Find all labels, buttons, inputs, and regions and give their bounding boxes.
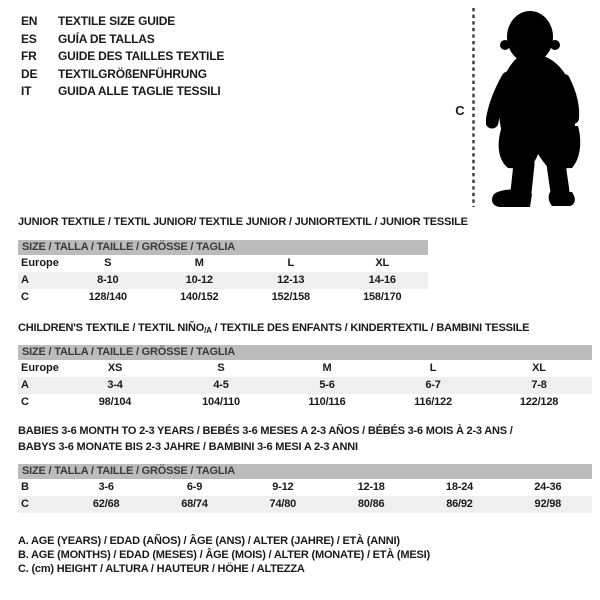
children-table-title (18, 322, 529, 334)
language-row-en (21, 13, 224, 31)
language-row-de (21, 66, 224, 84)
age-cell: 5-6 (319, 379, 335, 391)
age-cell: 7-8 (531, 379, 547, 391)
months-cell: 6-9 (186, 481, 203, 493)
size-header-bar: SIZE / TALLA / TAILLE / GRÖSSE / TAGLIA (18, 240, 428, 255)
age-cell: 10-12 (185, 274, 213, 286)
table-row-age (18, 377, 592, 394)
height-cell: 80/86 (357, 498, 385, 510)
height-cell: 128/140 (88, 291, 127, 303)
children-title-pre: CHILDREN'S TEXTILE / TEXTIL NIÑO (18, 322, 205, 334)
babies-title-line2: BABYS 3-6 MONATE BIS 2-3 JAHRE / BAMBINI 3-6 MESI A 2-3 ANNI (18, 440, 358, 453)
language-row-es (21, 31, 224, 49)
height-cell: 122/128 (519, 396, 559, 408)
height-cell: 152/158 (271, 291, 310, 303)
height-measure-dotted-line (471, 8, 476, 212)
size-cell: M (194, 257, 204, 269)
row-label: A (21, 274, 29, 286)
row-label: A (21, 379, 29, 391)
row-label: B (21, 481, 29, 493)
height-cell: 68/74 (181, 498, 208, 510)
language-row-fr (21, 48, 224, 66)
height-cell: 98/104 (98, 396, 132, 408)
age-cell: 14-16 (368, 274, 396, 286)
months-cell: 9-12 (272, 481, 294, 493)
table-row-height (18, 496, 592, 513)
language-label: GUIDE DES TAILLES TEXTILE (58, 49, 225, 63)
language-label: TEXTILGRÖßENFÜHRUNG (58, 66, 207, 81)
size-cell: XL (375, 257, 390, 269)
size-cell: L (429, 362, 437, 374)
language-code: IT (21, 84, 32, 98)
table-row-months (18, 479, 592, 496)
height-cell: 140/152 (180, 291, 219, 303)
table-row-height (18, 289, 428, 306)
table-row-age (18, 272, 428, 289)
size-header-bar: SIZE / TALLA / TAILLE / GRÖSSE / TAGLIA (18, 464, 592, 479)
babies-title-line1: BABIES 3-6 MONTH TO 2-3 YEARS / BEBÉS 3-6 MESES A 2-3 AÑOS / BÉBÉS 3-6 MOIS À 2-3 ANS / (18, 425, 513, 437)
language-label: GUÍA DE TALLAS (58, 31, 155, 46)
language-code: EN (21, 14, 38, 28)
babies-table (18, 464, 592, 513)
size-cell: M (322, 362, 332, 374)
children-title-post: / TEXTILE DES ENFANTS / KINDERTEXTIL / BAMBINI TESSILE (211, 322, 530, 334)
children-title-subscript: /A (204, 326, 212, 335)
language-code: FR (21, 49, 37, 63)
size-cell: S (104, 257, 112, 269)
language-label: TEXTILE SIZE GUIDE (58, 14, 176, 28)
language-row-it (21, 83, 224, 101)
height-cell: 74/80 (269, 498, 297, 510)
language-code: ES (21, 31, 37, 46)
age-cell: 3-4 (107, 379, 123, 391)
months-cell: 12-18 (357, 481, 385, 493)
months-cell: 18-24 (445, 481, 474, 493)
table-row-europe (18, 360, 592, 377)
age-cell: 4-5 (213, 379, 229, 391)
height-cell: 104/110 (202, 396, 240, 408)
age-cell: 12-13 (277, 274, 305, 286)
age-cell: 8-10 (97, 274, 119, 286)
row-label: Europe (21, 257, 59, 269)
months-cell: 24-36 (534, 481, 562, 493)
babies-table-title (18, 424, 592, 455)
junior-table (18, 240, 428, 306)
language-label: GUIDA ALLE TAGLIE TESSILI (58, 84, 221, 98)
height-cell: 158/170 (363, 291, 402, 303)
height-cell: 92/98 (534, 498, 562, 510)
legend-footnotes (18, 534, 430, 577)
row-label: C (21, 498, 29, 510)
size-header-bar: SIZE / TALLA / TAILLE / GRÖSSE / TAGLIA (18, 345, 592, 360)
junior-table-title: JUNIOR TEXTILE / TEXTIL JUNIOR/ TEXTILE JUNIOR / JUNIORTEXTIL / JUNIOR TESSILE (18, 216, 468, 228)
row-label: Europe (21, 362, 59, 374)
months-cell: 3-6 (98, 481, 114, 493)
footnote-height-cm: C. (cm) HEIGHT / ALTURA / HAUTEUR / HÖHE / ALTEZZA (18, 563, 305, 576)
footnote-age-years: A. AGE (YEARS) / EDAD (AÑOS) / ÂGE (ANS) / ALTER (JAHRE) / ETÀ (ANNI) (18, 535, 400, 547)
size-cell: XL (532, 362, 546, 374)
table-row-europe (18, 255, 428, 272)
height-cell: 62/68 (92, 498, 120, 510)
language-code: DE (21, 66, 38, 81)
row-label: C (21, 291, 29, 303)
footnote-age-months: B. AGE (MONTHS) / EDAD (MESES) / ÂGE (MOIS) / ALTER (MONATE) / ETÀ (MESI) (18, 549, 430, 562)
height-cell: 116/122 (414, 396, 452, 408)
baby-silhouette-image (486, 8, 596, 213)
table-row-height (18, 394, 592, 411)
row-label: C (21, 396, 29, 408)
height-cell: 110/116 (308, 396, 346, 408)
height-cell: 86/92 (446, 498, 473, 510)
size-cell: XS (107, 362, 123, 374)
children-table (18, 345, 592, 411)
height-measure-label: C (455, 103, 465, 118)
age-cell: 6-7 (425, 379, 441, 391)
language-guide (21, 13, 224, 101)
size-cell: S (217, 362, 225, 374)
size-cell: L (287, 257, 295, 269)
